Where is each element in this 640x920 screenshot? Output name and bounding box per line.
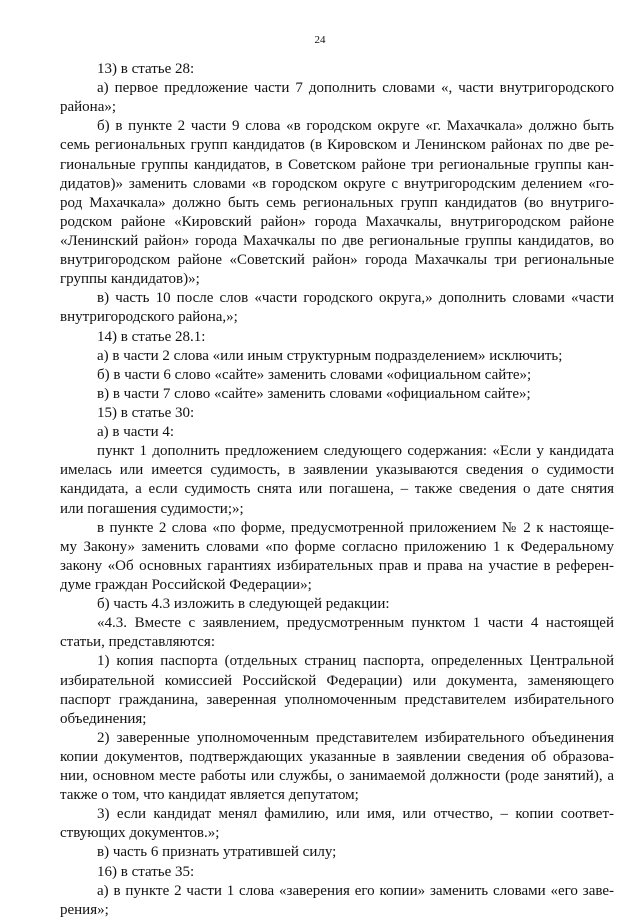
text-line: рения»; <box>60 901 109 918</box>
text-line: му Закону» заменить словами «по форме согласно приложению 1 к Федеральному <box>60 538 614 555</box>
text-line: род Махачкала» должно быть семь региональных групп кандидатов (во внутригo- <box>60 194 614 211</box>
text-line: избирательной комиссией Российской Федерации) или документа, заменяющего <box>60 672 614 689</box>
text-line: родском районе «Кировский район» города Махачкалы, внутригородском районе <box>60 213 614 230</box>
page-number: 24 <box>314 34 326 46</box>
text-line: 14) в статье 28.1: <box>97 328 206 345</box>
text-line: группы кандидатов)»; <box>60 271 200 288</box>
text-line: «4.3. Вместе с заявлением, предусмотренным пунктом 1 части 4 настоящей <box>97 615 614 632</box>
text-line: статьи, представляются: <box>60 634 216 651</box>
text-line: паспорт гражданина, заверенная уполномоченным представителем избирательного <box>60 691 614 708</box>
text-line: района»; <box>60 99 117 116</box>
text-line: или погашения судимости;»; <box>60 500 244 517</box>
text-line: пункт 1 дополнить предложением следующего содержания: «Если у кандидата <box>97 443 614 460</box>
document-body <box>60 60 614 920</box>
text-line: кандидата, а если судимость снята или погашена, – также сведения о дате снятия <box>60 481 614 498</box>
text-line: а) в части 4: <box>97 424 175 441</box>
text-line: 1) копия паспорта (отдельных страниц паспорта, определенных Центральной <box>97 653 614 670</box>
text-line: а) в части 2 слова «или иным структурным подразделением» исключить; <box>97 347 563 364</box>
text-line: 3) если кандидат менял фамилию, или имя, или отчество, – копии соответ- <box>97 806 614 823</box>
text-line: имелась или имеется судимость, в заявлении указываются сведения о судимости <box>60 462 614 479</box>
text-line: объединения; <box>60 710 147 727</box>
text-line: дидатов)» заменить словами «в городском округе с внутригородским делением «го- <box>60 175 614 192</box>
text-line: 2) заверенные уполномоченным представителем избирательного объединения <box>97 729 614 746</box>
text-line: б) в части 6 слово «сайте» заменить словами «официальном сайте»; <box>97 366 532 383</box>
text-line: в) часть 10 после слов «части городского округа,» дополнить словами «части <box>97 290 614 307</box>
text-line: 16) в статье 35: <box>97 863 195 880</box>
text-line: в) в части 7 слово «сайте» заменить словами «официальном сайте»; <box>97 385 531 402</box>
text-line: гиональные группы кандидатов, в Советском районе три региональные группы кан- <box>60 156 614 173</box>
text-line: б) часть 4.3 изложить в следующей редакции: <box>97 596 390 613</box>
text-line: закону «Об основных гарантиях избирательных прав и права на участие в референ- <box>60 557 614 574</box>
text-line: «Ленинский район» города Махачкалы по две региональные группы кандидатов, во <box>60 232 614 249</box>
text-line: в пункте 2 слова «по форме, предусмотренной приложением № 2 к настояще- <box>97 519 614 536</box>
text-line: 15) в статье 30: <box>97 404 195 421</box>
text-line: б) в пункте 2 части 9 слова «в городском округе «г. Махачкала» должно быть <box>97 118 614 135</box>
text-line: 13) в статье 28: <box>97 61 195 77</box>
text-line: копии документов, подтверждающих указанные в заявлении сведения об образова- <box>60 748 614 765</box>
text-line: а) в пункте 2 части 1 слова «заверения его копии» заменить словами «его заве- <box>97 882 614 899</box>
text-line: внутригородском районе «Советский район» города Махачкалы три региональные <box>60 252 614 269</box>
text-line: в) часть 6 признать утратившей силу; <box>97 844 337 861</box>
text-line: ствующих документов.»; <box>60 825 220 842</box>
text-line: думе граждан Российской Федерации»; <box>60 576 312 593</box>
text-line: а) первое предложение части 7 дополнить словами «, части внутригородского <box>97 80 614 97</box>
text-line: внутригородского района,»; <box>60 309 238 326</box>
text-line: нии, основном месте работы или службы, о занимаемой должности (роде занятий), а <box>60 768 614 785</box>
text-line: семь региональных групп кандидатов (в Кировском и Ленинском районах по две ре- <box>60 137 614 154</box>
text-line: также о том, что кандидат является депутатом; <box>60 787 359 804</box>
